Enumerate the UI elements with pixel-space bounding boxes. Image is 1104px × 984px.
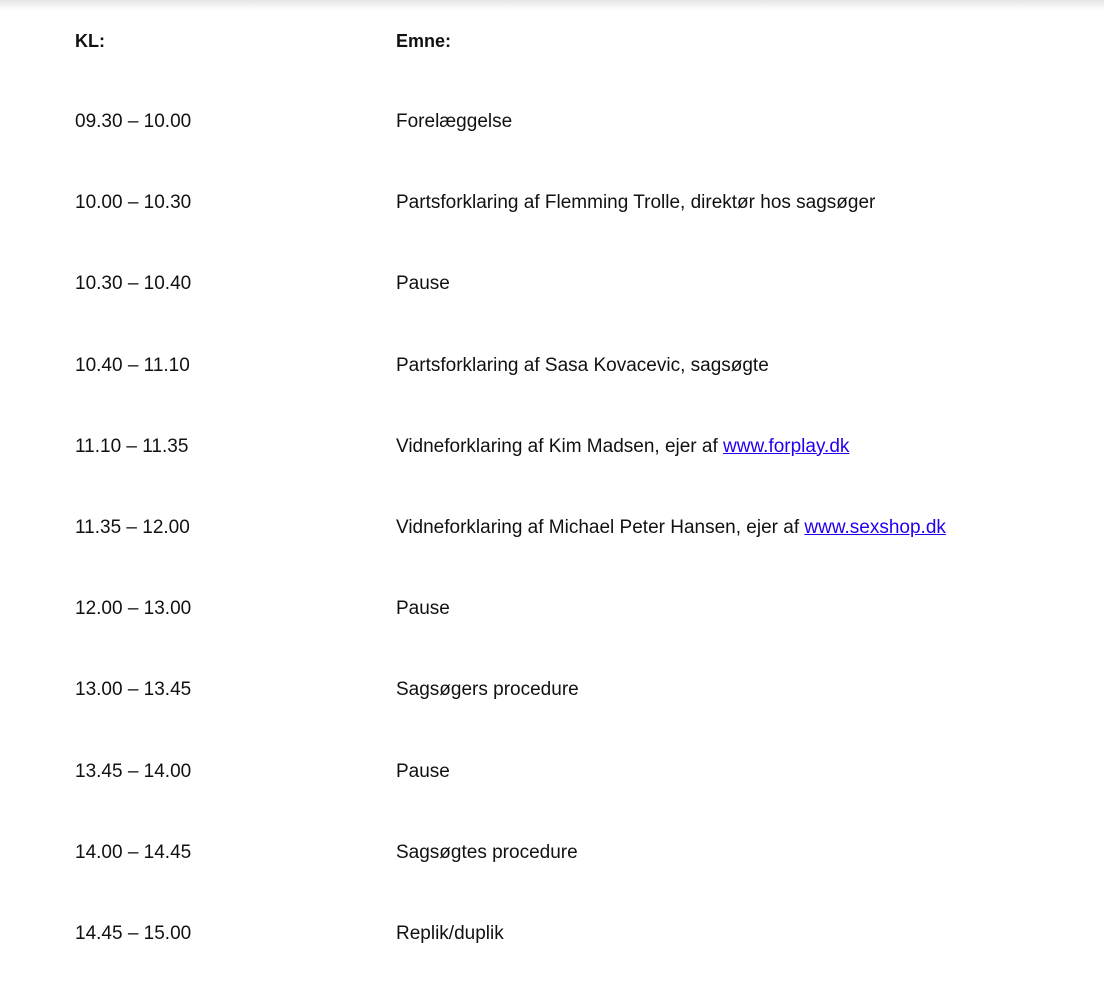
schedule-header bbox=[0, 28, 1104, 54]
time-slot: 09.30 – 10.00 bbox=[75, 111, 192, 132]
topic-label: Forelæggelse bbox=[396, 111, 513, 132]
schedule-row bbox=[0, 108, 1104, 189]
topic-label: Pause bbox=[396, 273, 450, 295]
time-slot: 13.00 – 13.45 bbox=[75, 679, 192, 701]
topic-text bbox=[396, 758, 450, 786]
sexshop-link[interactable]: www.sexshop.dk bbox=[804, 516, 946, 538]
topic-text bbox=[396, 108, 512, 136]
topic-label: Partsforklaring af Flemming Trolle, direktør hos sagsøger bbox=[396, 192, 876, 214]
schedule-row bbox=[0, 676, 1104, 757]
schedule-row bbox=[0, 595, 1104, 676]
schedule-row bbox=[0, 920, 1104, 984]
time-slot: 10.30 – 10.40 bbox=[75, 273, 192, 295]
topic-text bbox=[396, 514, 946, 542]
topic-label: Sagsøgtes procedure bbox=[396, 841, 578, 863]
time-slot: 11.35 – 12.00 bbox=[75, 516, 190, 538]
schedule-row bbox=[0, 352, 1104, 433]
topic-text bbox=[396, 433, 849, 461]
schedule-row bbox=[0, 433, 1104, 514]
topic-text bbox=[396, 595, 450, 623]
topic-label: Vidneforklaring af Michael Peter Hansen, ejer af bbox=[396, 516, 805, 538]
time-slot: 13.45 – 14.00 bbox=[75, 760, 192, 782]
topic-label: Pause bbox=[396, 760, 450, 782]
schedule-row bbox=[0, 514, 1104, 595]
time-column-header: KL: bbox=[75, 31, 105, 51]
page-top-shadow bbox=[0, 0, 1104, 10]
topic-label: Pause bbox=[396, 598, 450, 620]
schedule-row bbox=[0, 270, 1104, 351]
time-slot: 10.40 – 11.10 bbox=[75, 354, 190, 376]
topic-text bbox=[396, 270, 450, 298]
time-slot: 12.00 – 13.00 bbox=[75, 598, 192, 620]
schedule-row bbox=[0, 758, 1104, 839]
topic-label: Replik/duplik bbox=[396, 922, 504, 944]
topic-label: Sagsøgers procedure bbox=[396, 679, 579, 701]
topic-text bbox=[396, 352, 769, 380]
topic-label: Vidneforklaring af Kim Madsen, ejer af bbox=[396, 435, 724, 457]
forplay-link[interactable]: www.forplay.dk bbox=[723, 435, 850, 457]
topic-label: Partsforklaring af Sasa Kovacevic, sagsøgte bbox=[396, 354, 769, 376]
topic-text bbox=[396, 189, 875, 217]
time-slot: 14.00 – 14.45 bbox=[75, 841, 192, 863]
topic-text bbox=[396, 839, 578, 867]
topic-text bbox=[396, 920, 504, 948]
topic-column-header: Emne: bbox=[396, 31, 452, 51]
time-slot: 14.45 – 15.00 bbox=[75, 922, 192, 944]
time-slot: 10.00 – 10.30 bbox=[75, 192, 192, 214]
schedule-row bbox=[0, 189, 1104, 270]
time-slot: 11.10 – 11.35 bbox=[75, 435, 189, 457]
schedule-list bbox=[0, 108, 1104, 984]
topic-text bbox=[396, 676, 579, 704]
schedule-row bbox=[0, 839, 1104, 920]
